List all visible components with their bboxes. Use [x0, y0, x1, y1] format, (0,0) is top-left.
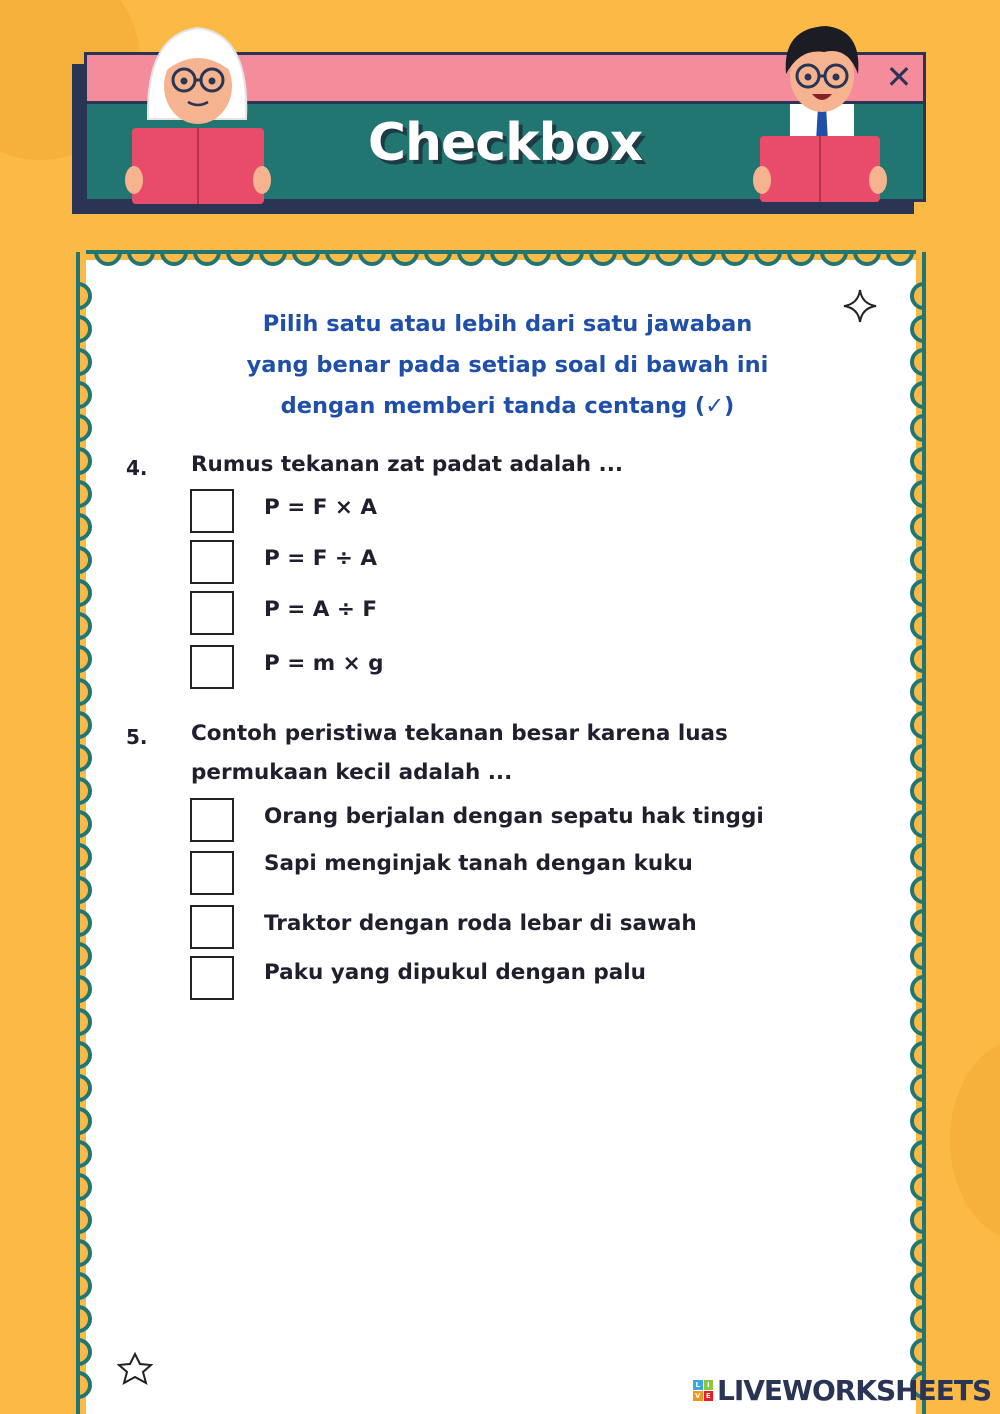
- option-label: P = F × A: [264, 495, 378, 520]
- logo-letter: L: [693, 1380, 703, 1390]
- question-text-line: Contoh peristiwa tekanan besar karena luas: [191, 721, 728, 746]
- answer-checkbox[interactable]: [190, 956, 234, 1000]
- close-x-icon[interactable]: ✕: [885, 58, 913, 96]
- page-title: Checkbox: [367, 113, 643, 173]
- logo-letter: I: [704, 1380, 714, 1390]
- answer-checkbox[interactable]: [190, 489, 234, 533]
- instruction-line: dengan memberi tanda centang (✓): [280, 393, 735, 419]
- option-label: P = A ÷ F: [264, 597, 378, 622]
- option-label: P = F ÷ A: [264, 546, 378, 571]
- instruction-line: Pilih satu atau lebih dari satu jawaban: [262, 311, 753, 337]
- liveworksheets-text: LIVEWORKSHEETS: [717, 1373, 992, 1407]
- logo-letter: V: [693, 1391, 703, 1401]
- question-text: Rumus tekanan zat padat adalah ...: [191, 452, 624, 477]
- liveworksheets-watermark: [693, 1374, 991, 1406]
- question-number: 5.: [126, 725, 148, 749]
- instruction-line: yang benar pada setiap soal di bawah ini: [246, 352, 769, 378]
- question-number: 4.: [126, 456, 148, 480]
- option-label: Traktor dengan roda lebar di sawah: [264, 911, 697, 936]
- instruction-text: [200, 304, 815, 427]
- question-text: [191, 714, 811, 792]
- answer-checkbox[interactable]: [190, 645, 234, 689]
- option-label: P = m × g: [264, 651, 384, 676]
- logo-letter: E: [704, 1391, 714, 1401]
- question-text-line: permukaan kecil adalah ...: [191, 760, 513, 785]
- liveworksheets-logo-icon: [693, 1380, 713, 1400]
- answer-checkbox[interactable]: [190, 540, 234, 584]
- option-label: Sapi menginjak tanah dengan kuku: [264, 851, 693, 876]
- answer-checkbox[interactable]: [190, 798, 234, 842]
- option-label: Orang berjalan dengan sepatu hak tinggi: [264, 804, 764, 829]
- answer-checkbox[interactable]: [190, 591, 234, 635]
- answer-checkbox[interactable]: [190, 905, 234, 949]
- answer-checkbox[interactable]: [190, 851, 234, 895]
- option-label: Paku yang dipukul dengan palu: [264, 960, 646, 985]
